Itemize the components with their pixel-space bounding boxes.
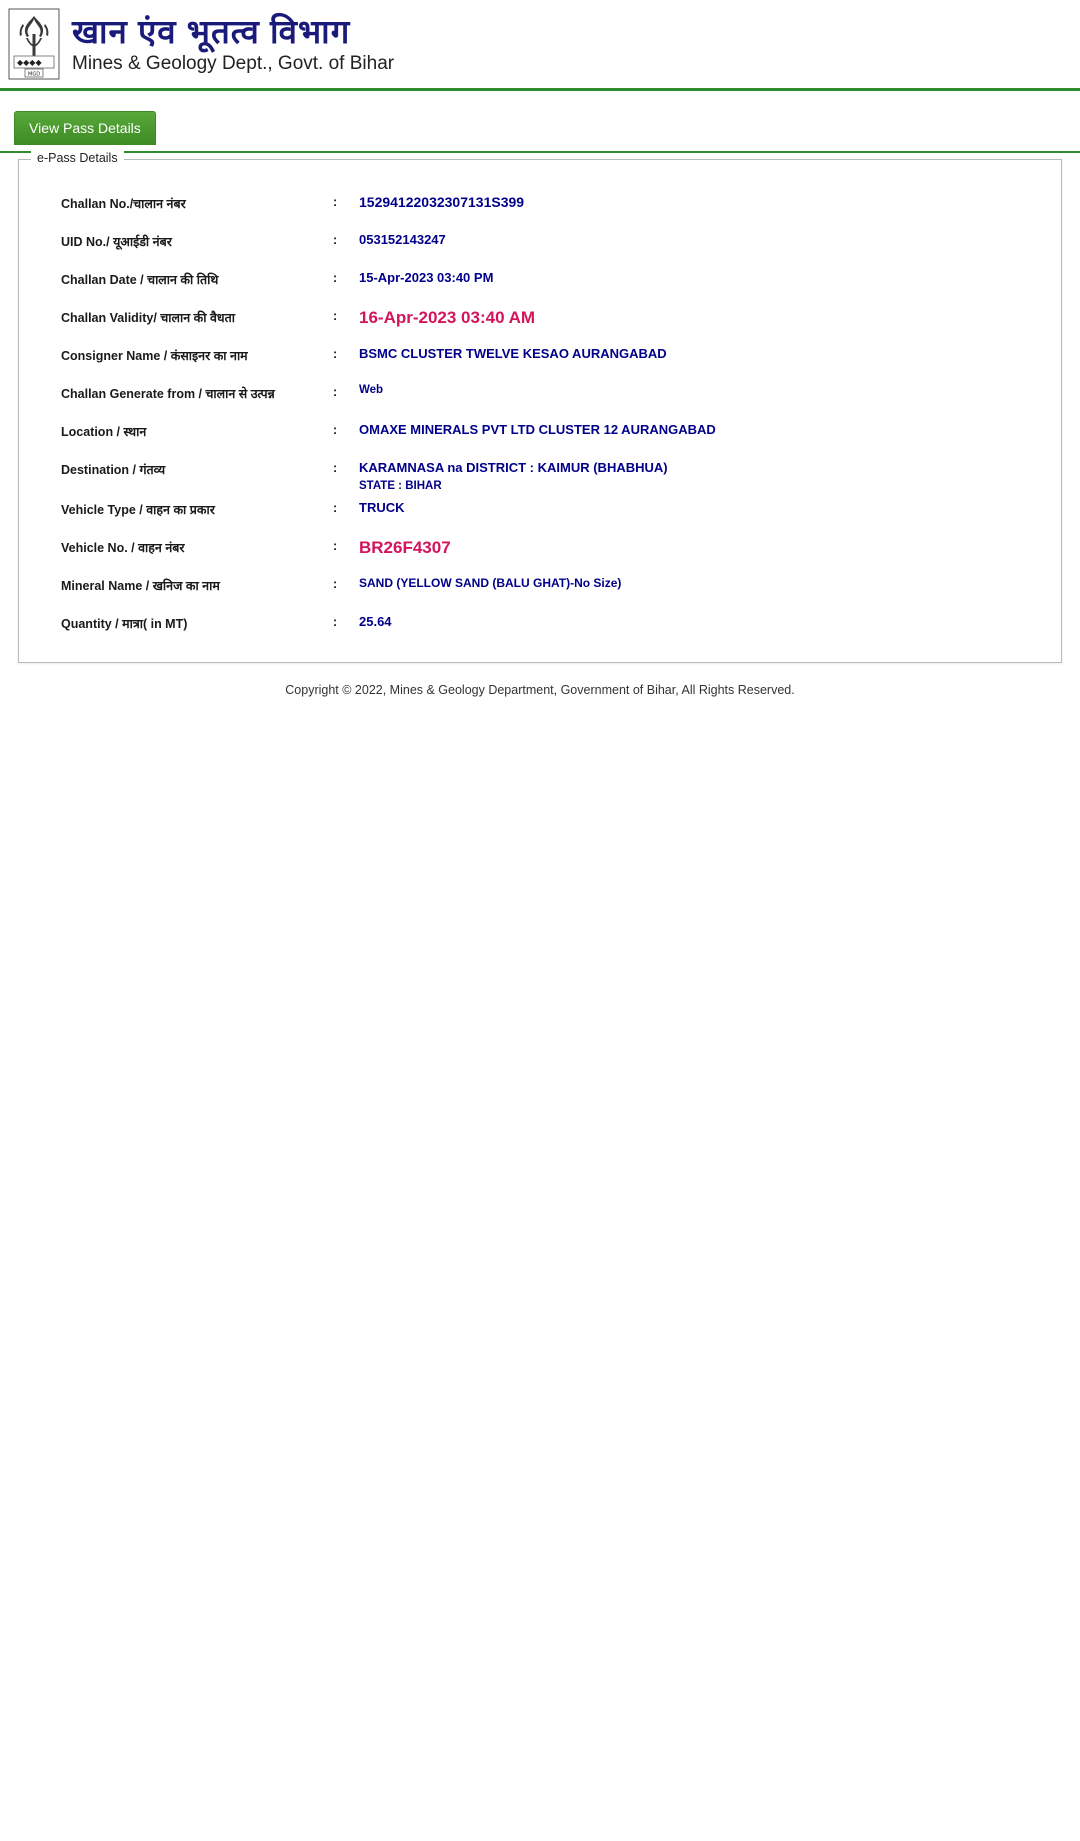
epass-details-rows xyxy=(19,160,1061,644)
row-colon: : xyxy=(333,233,338,247)
detail-row-uid-no xyxy=(19,224,1061,262)
row-label: Quantity / मात्रा( in MT) xyxy=(61,617,188,631)
row-colon: : xyxy=(333,271,338,285)
row-value-challan-date: 15-Apr-2023 03:40 PM xyxy=(359,270,494,285)
row-label: Consigner Name / कंसाइनर का नाम xyxy=(61,349,248,363)
detail-row-challan-date xyxy=(19,262,1061,300)
row-colon: : xyxy=(333,615,338,629)
panel-legend: e-Pass Details xyxy=(31,151,124,165)
detail-row-location xyxy=(19,414,1061,452)
header-title-english: Mines & Geology Dept., Govt. of Bihar xyxy=(72,52,395,74)
tab-bar xyxy=(0,91,1080,153)
footer-copyright: Copyright © 2022, Mines & Geology Department, Government of Bihar, All Rights Reserved. xyxy=(0,671,1080,711)
page-filler xyxy=(0,711,1080,1841)
row-value-uid-no: 053152143247 xyxy=(359,232,446,247)
detail-row-challan-validity xyxy=(19,300,1061,338)
row-label: Challan Validity/ चालान की वैधता xyxy=(61,311,235,325)
site-header xyxy=(0,0,1080,88)
detail-row-consigner-name xyxy=(19,338,1061,376)
row-value-vehicle-type: TRUCK xyxy=(359,500,405,515)
bihar-government-emblem-icon xyxy=(8,8,60,80)
header-title-hindi: खान एंव भूतत्व विभाग xyxy=(72,12,351,50)
row-value-challan-generate-from: Web xyxy=(359,384,384,396)
row-value-vehicle-no: BR26F4307 xyxy=(359,538,451,557)
row-colon: : xyxy=(333,385,338,399)
epass-details-panel xyxy=(18,151,1062,663)
row-colon: : xyxy=(333,347,338,361)
row-label: Challan Date / चालान की तिथि xyxy=(61,273,219,287)
detail-row-quantity xyxy=(19,606,1061,644)
detail-row-destination xyxy=(19,452,1061,492)
row-value-destination: KARAMNASA na DISTRICT : KAIMUR (BHABHUA) xyxy=(359,460,668,475)
row-colon: : xyxy=(333,195,338,209)
svg-text:◆◆◆◆: ◆◆◆◆ xyxy=(17,58,42,67)
row-colon: : xyxy=(333,501,338,515)
tab-underline xyxy=(0,151,1080,153)
svg-text:MGD: MGD xyxy=(28,71,41,78)
row-label: Destination / गंतव्य xyxy=(61,463,166,477)
row-colon: : xyxy=(333,423,338,437)
detail-row-vehicle-type xyxy=(19,492,1061,530)
detail-row-vehicle-no xyxy=(19,530,1061,568)
row-label: Mineral Name / खनिज का नाम xyxy=(61,579,220,593)
row-value-mineral-name: SAND (YELLOW SAND (BALU GHAT)-No Size) xyxy=(359,576,622,590)
row-label: Challan Generate from / चालान से उत्पन्न xyxy=(61,387,275,401)
row-colon: : xyxy=(333,461,338,475)
detail-row-mineral-name xyxy=(19,568,1061,606)
row-value-destination-state: STATE : BIHAR xyxy=(359,480,442,492)
row-label: UID No./ यूआईडी नंबर xyxy=(61,235,172,249)
header-title-block xyxy=(72,14,394,74)
row-value-consigner-name: BSMC CLUSTER TWELVE KESAO AURANGABAD xyxy=(359,346,667,361)
row-colon: : xyxy=(333,577,338,591)
row-label: Location / स्थान xyxy=(61,425,147,439)
row-value-quantity: 25.64 xyxy=(359,614,392,629)
row-label: Challan No./चालान नंबर xyxy=(61,197,186,211)
row-label: Vehicle Type / वाहन का प्रकार xyxy=(61,503,215,517)
row-colon: : xyxy=(333,309,338,323)
row-label: Vehicle No. / वाहन नंबर xyxy=(61,541,185,555)
row-value-destination-wrap xyxy=(359,452,1061,492)
row-colon: : xyxy=(333,539,338,553)
detail-row-challan-generate-from xyxy=(19,376,1061,414)
row-value-challan-validity: 16-Apr-2023 03:40 AM xyxy=(359,308,536,327)
tab-view-pass-details[interactable]: View Pass Details xyxy=(14,111,156,145)
detail-row-challan-no xyxy=(19,186,1061,224)
row-value-challan-no: 15294122032307131S399 xyxy=(359,194,525,210)
row-value-location: OMAXE MINERALS PVT LTD CLUSTER 12 AURANGABAD xyxy=(359,422,716,437)
